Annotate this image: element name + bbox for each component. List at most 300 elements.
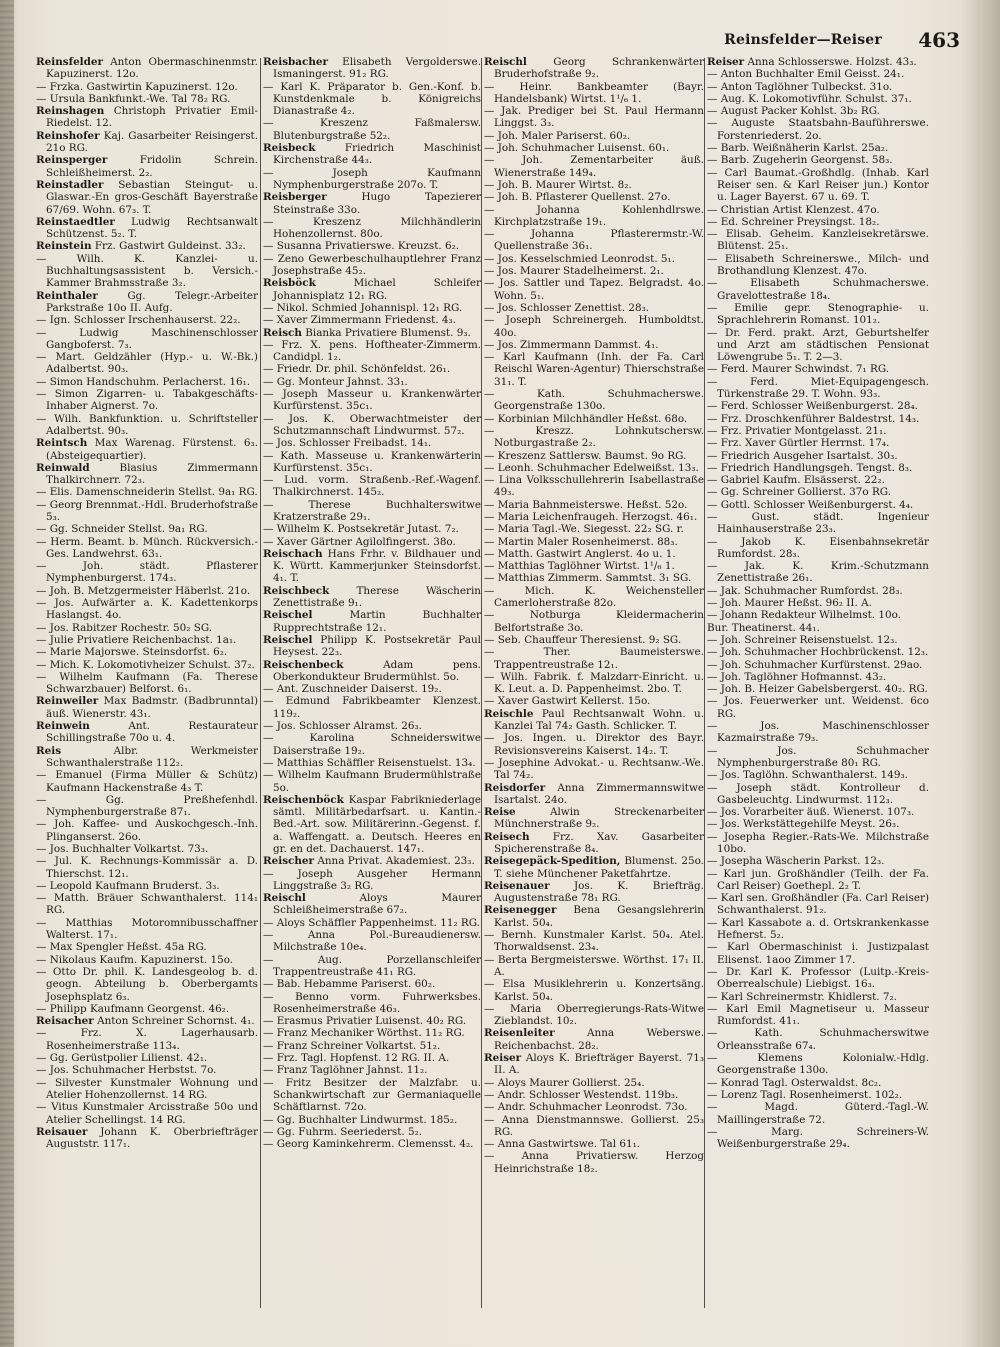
entry-details: — Matth. Bräuer Schwanthalerst. 114₁ RG. — [36, 892, 258, 917]
directory-entry — [484, 536, 704, 548]
directory-entry — [707, 585, 929, 597]
entry-details: — Nikol. Schmied Johannispl. 12₁ RG. — [263, 301, 463, 314]
entry-details: — Bernh. Kunstmaler Karlst. 50₄. Atel. Thorwaldsenst. 23₄. — [484, 929, 704, 954]
directory-entry — [36, 413, 258, 438]
directory-entry — [36, 93, 258, 105]
entry-details: — Julie Privatiere Reichenbachst. 1a₁. — [36, 633, 237, 646]
entry-surname: Reischl — [263, 892, 306, 905]
entry-details: — Jak. Schuhmacher Rumfordst. 28₃. — [707, 584, 903, 597]
directory-entry — [36, 560, 258, 585]
entry-surname: Reisech — [484, 830, 530, 843]
entry-details: Blumenst. 25o. T. siehe Münchener Paketfahrtze. — [494, 855, 704, 880]
entry-details: — Gg. Buchhalter Lindwurmst. 185₂. — [263, 1113, 458, 1126]
directory-entry — [484, 56, 704, 81]
directory-entry — [484, 904, 704, 929]
page-number: 463 — [918, 28, 960, 52]
entry-details: — Ign. Schlosser Irschenhauserst. 22₂. — [36, 314, 241, 327]
directory-entry — [707, 892, 929, 917]
directory-entry — [263, 56, 481, 81]
entry-details: — Frz. X. pens. Hoftheater-Zimmerm. Candidpl. 1₂. — [263, 338, 481, 364]
entry-details: Adam pens. Oberkondukteur Brudermühlst. 5o. — [273, 658, 481, 683]
entry-details: — Joh. städt. Pflasterer Nymphenburgerst. 174₃. — [36, 560, 258, 585]
entry-details: Anna Zimmermannswitwe Isartalst. 24o. — [494, 781, 704, 806]
entry-details: — Simon Zigarren- u. Tabakgeschäfts-Inhaber Aignerst. 7o. — [36, 388, 258, 413]
directory-entry — [484, 425, 704, 450]
entry-details: — Fritz Besitzer der Malzfabr. u. Schankwirtschaft zur Germaniaquelle Schäftlarnst. 72o. — [263, 1076, 481, 1114]
directory-entry — [263, 388, 481, 413]
entry-details: — Frz. Droschkenführer Baldestrst. 14₃. — [707, 412, 920, 425]
entry-details: — Ther. Baumeisterswe. Trappentreustraße 12₁. — [484, 646, 704, 671]
directory-entry — [484, 1077, 704, 1089]
entry-details: — Gust. städt. Ingenieur Hainhauserstraße 23₃. — [707, 510, 929, 536]
entry-details: — Martin Maler Rosenheimerst. 88₃. — [484, 535, 678, 548]
directory-entry — [263, 536, 481, 548]
entry-details: — Joh. Schuhmacher Luisenst. 60₁. — [484, 142, 670, 155]
entry-details: — Max Spengler Heßst. 45a RG. — [36, 941, 207, 954]
entry-details: — Jos. Schlosser Zenettist. 28₃. — [484, 301, 650, 314]
entry-details: — Therese Buchhalterswitwe Kratzerstraße 29₁. — [263, 498, 481, 523]
directory-entry — [263, 1126, 481, 1138]
column-rule — [704, 58, 705, 1308]
directory-entry — [484, 81, 704, 106]
directory-entry — [36, 437, 258, 462]
entry-details: — Karl jun. Großhändler (Teilh. der Fa. Carl Reiser) Goethepl. 2₂ T. — [707, 867, 929, 892]
entry-details: Johann K. Oberbriefträger Auguststr. 117₁. — [46, 1125, 258, 1151]
directory-entry — [707, 81, 929, 93]
entry-details: — Karl Obermaschinist i. Justizpalast Elisenst. 1aoo Zimmer 17. — [707, 941, 929, 966]
entry-details: Frz. Xav. Gasarbeiter Spicherenstraße 8₄. — [494, 830, 704, 855]
entry-surname: Reischach — [263, 547, 323, 560]
entry-details: — Kreszz. Lohnkutschersw. Notburgastraße 2₂. — [484, 424, 704, 450]
entry-details: Georg Schrankenwärter Bruderhofstraße 9₂. — [494, 56, 704, 81]
entry-details: — Otto Dr. phil. K. Landesgeolog b. d. geogn. Abteilung b. Oberbergamts Josephsplatz 6₃. — [36, 965, 258, 1003]
entry-surname: Reinweiler — [36, 695, 99, 708]
entry-details: — Wilhelm Kaufmann (Fa. Therese Schwarzbauer) Belforst. 6₁. — [36, 670, 258, 696]
entry-details: — Friedrich Ausgeher Isartalst. 30₃. — [707, 449, 898, 462]
entry-details: — Xaver Zimmermann Friedenst. 4₃. — [263, 314, 457, 327]
entry-details: — Lina Volksschullehrerin Isabellastraße 49₃. — [484, 474, 704, 499]
directory-entry — [707, 1003, 929, 1028]
directory-entry — [707, 117, 929, 142]
entry-details: — Joseph städt. Kontrolleur d. Gasbeleuchtg. Lindwurmst. 112₃. — [707, 781, 929, 806]
directory-entry — [707, 597, 929, 609]
entry-details: — Joh. B. Metzgermeister Häberlst. 21o. — [36, 584, 251, 597]
entry-surname: Reinshagen — [36, 105, 105, 118]
directory-entry — [707, 646, 929, 658]
directory-entry — [36, 56, 258, 81]
directory-entry — [484, 634, 704, 646]
directory-entry — [36, 351, 258, 376]
entry-details: — Joh. B. Maurer Wirtst. 8₂. — [484, 178, 632, 191]
entry-details: — Maria Tagl.-We. Siegesst. 22₂ SG. r. — [484, 523, 684, 536]
entry-details: — Heinr. Bankbeamter (Bayr. Handelsbank) Wirtst. 1¹/₆ 1. — [484, 80, 704, 105]
entry-details: — Jos. Aufwärter a. K. Kadettenkorps Haslangst. 4o. — [36, 597, 258, 622]
directory-entry — [263, 892, 481, 917]
directory-entry — [484, 265, 704, 277]
directory-entry — [36, 1064, 258, 1076]
entry-details: — Aloys Schäffler Pappenheimst. 11₂ RG. — [263, 916, 480, 929]
directory-entry — [707, 1052, 929, 1077]
entry-details: — Kreszenz Milchhändlerin Hohenzollernst. 80o. — [263, 215, 481, 241]
directory-entry — [36, 1101, 258, 1126]
directory-entry — [707, 1077, 929, 1089]
entry-details: — Aug. K. Lokomotivführ. Schulst. 37₁. — [707, 92, 912, 105]
entry-details: Max Badmstr. (Badbrunntal) äuß. Wienerstr. 43₁. — [46, 695, 258, 720]
page-header — [250, 30, 960, 50]
entry-details: — Jos. Buchhalter Volkartst. 73₃. — [36, 843, 209, 855]
directory-entry — [707, 1089, 929, 1101]
entry-details: — Emanuel (Firma Müller & Schütz) Kaufmann Hackenstraße 4₃ T. — [36, 769, 258, 794]
entry-details: — Jos. Maschinenschlosser Kazmairstraße 79₃. — [707, 720, 929, 745]
entry-details: Anton Obermaschinenmstr. Kapuzinerst. 12o. — [46, 56, 258, 81]
entry-surname: Reisch — [263, 326, 302, 339]
directory-entry — [263, 437, 481, 449]
entry-details: — Jos. Feuerwerker unt. Weidenst. 6co RG. — [707, 695, 929, 720]
entry-details: — Wilh. K. Kanzlei- u. Buchhaltungsassistent b. Versich.-Kammer Brahmsstraße 3₂. — [36, 252, 258, 290]
directory-entry — [484, 253, 704, 265]
directory-entry — [263, 695, 481, 720]
entry-details: Max Warenag. Fürstenst. 6₃. (Absteigequartier). — [46, 437, 258, 462]
entry-details: — Johanna Kohlenhdlrswe. Kirchplatzstraße 19₁. — [484, 203, 704, 228]
directory-entry — [707, 806, 929, 818]
directory-entry — [707, 413, 929, 425]
entry-details: Fridolin Schrein. Schleißheimerst. 2₂. — [46, 154, 258, 179]
entry-details: Paul Rechtsanwalt Wohn. u. Kanzlei Tal 74₂ Gasth. Schlicker. T. — [494, 707, 704, 733]
entry-details: — Philipp Kaufmann Georgenst. 46₂. — [36, 1002, 230, 1015]
entry-details: — Berta Bergmeisterswe. Wörthst. 17₁ II. A. — [484, 953, 704, 978]
directory-entry — [263, 314, 481, 326]
entry-details: Friedrich Maschinist Kirchenstraße 44₃. — [273, 142, 481, 167]
entry-surname: Reintsch — [36, 437, 88, 450]
entry-details: — Jul. K. Rechnungs-Kommissär a. D. Thierschst. 12₁. — [36, 855, 258, 880]
directory-entry — [36, 536, 258, 561]
entry-surname: Reinthaler — [36, 289, 98, 302]
directory-entry — [36, 892, 258, 917]
directory-entry — [36, 314, 258, 326]
entry-details: — Gg. Preßhefenhdl. Nymphenburgerstraße 87₁. — [36, 793, 258, 819]
directory-entry — [484, 671, 704, 696]
entry-details: — Maria Bahnmeisterswe. Heßst. 52o. — [484, 498, 688, 511]
directory-entry — [707, 204, 929, 216]
entry-details: Bur. Theatinerst. 44₁. — [707, 621, 820, 634]
entry-details: — Karl sen. Großhändler (Fa. Carl Reiser) Schwanthalerst. 91₂. — [707, 892, 929, 917]
directory-entry — [484, 474, 704, 499]
entry-details: — Georg Brennmat.-Hdl. Bruderhofstraße 5₃. — [36, 498, 258, 523]
directory-entry — [484, 572, 704, 584]
directory-entry — [36, 818, 258, 843]
directory-entry — [36, 1003, 258, 1015]
entry-surname: Reischbeck — [263, 584, 330, 597]
directory-entry — [263, 376, 481, 388]
directory-entry — [707, 154, 929, 166]
entry-surname: Reisenleiter — [484, 1027, 555, 1040]
entry-details: — Karl K. Präparator b. Gen.-Konf. b. Kunstdenkmale b. Königreichs Dianastraße 4₂. — [263, 80, 481, 118]
directory-entry — [707, 228, 929, 253]
entry-details: — Herm. Beamt. b. Münch. Rückversich.-Ges. Landwehrst. 63₁. — [36, 535, 258, 560]
entry-details: — Anna Gastwirtswe. Tal 61₁. — [484, 1138, 641, 1151]
directory-entry — [484, 1089, 704, 1101]
entry-details: — Matthias Motoromnibusschaffner Walterst. 17₁. — [36, 916, 258, 942]
directory-entry — [707, 68, 929, 80]
directory-entry — [484, 855, 704, 880]
directory-entry — [484, 1138, 704, 1150]
directory-entry — [36, 646, 258, 658]
entry-details: — Aloys Maurer Gollierst. 25₄. — [484, 1076, 645, 1089]
directory-entry — [263, 659, 481, 684]
directory-entry — [36, 769, 258, 794]
directory-entry — [36, 1027, 258, 1052]
directory-entry — [484, 646, 704, 671]
entry-details: Aloys K. Briefträger Bayerst. 71₃ II. A. — [494, 1052, 704, 1077]
entry-details: — Gg. Fuhrm. Seeriederst. 5₂. — [263, 1125, 423, 1138]
directory-column-2 — [263, 56, 481, 1306]
directory-entry — [36, 880, 258, 892]
entry-details: — Kreszenz Faßmalersw. Blutenburgstraße 52₂. — [263, 117, 481, 142]
entry-details: — Gg. Gerüstpolier Lilienst. 42₁. — [36, 1052, 208, 1065]
directory-entry — [484, 462, 704, 474]
directory-entry — [36, 843, 258, 855]
directory-entry — [484, 105, 704, 130]
entry-details: — Jos. Schuhmacher Nymphenburgerstraße 80₁ RG. — [707, 744, 929, 769]
entry-details: — Franz Taglöhner Jahnst. 11₂. — [263, 1064, 428, 1077]
entry-details: — Edmund Fabrikbeamter Klenzest. 119₂. — [263, 695, 481, 720]
entry-details: Aloys Maurer Schleißheimerstraße 67₂. — [273, 892, 481, 917]
entry-details: — Elis. Damenschneiderin Stellst. 9a₁ RG. — [36, 486, 258, 499]
directory-entry — [36, 499, 258, 524]
directory-entry — [263, 142, 481, 167]
entry-details: — Georg Kaminkehrerm. Clemensst. 4₂. — [263, 1138, 474, 1151]
entry-details: — Friedrich Handlungsgeh. Tengst. 8₃. — [707, 461, 913, 474]
entry-details: — Lorenz Tagl. Rosenheimerst. 102₂. — [707, 1088, 903, 1101]
entry-details: — Matth. Gastwirt Anglerst. 4o u. 1. — [484, 547, 676, 560]
directory-entry — [263, 191, 481, 216]
directory-entry — [36, 253, 258, 290]
entry-details: Hans Frhr. v. Bildhauer und K. Württ. Kammerjunker Steinsdorfst. 4₁. T. — [273, 547, 481, 585]
directory-entry — [707, 831, 929, 856]
entry-details: — Jak. K. Krim.-Schutzmann Zenettistraße 26₁. — [707, 560, 929, 585]
directory-entry — [484, 388, 704, 413]
entry-details: Sebastian Steingut- u. Glaswar.-En gros-Geschäft Bayerstraße 67/69. Wohn. 67₃. T. — [46, 178, 258, 216]
directory-entry — [263, 474, 481, 499]
directory-entry — [484, 450, 704, 462]
directory-entry — [263, 499, 481, 524]
entry-details: — Barb. Zugeherin Georgenst. 58₃. — [707, 154, 893, 167]
entry-details: — Karl Schreinermstr. Khidlerst. 7₂. — [707, 990, 897, 1003]
entry-details: — Zeno Gewerbeschulhauptlehrer Franz Josephstraße 45₂. — [263, 252, 481, 278]
directory-entry — [484, 585, 704, 610]
entry-surname: Reinstadler — [36, 178, 104, 191]
directory-entry — [36, 585, 258, 597]
directory-entry — [707, 327, 929, 364]
entry-details: Anna Privat. Akademiest. 23₃. — [317, 855, 475, 868]
directory-entry — [484, 314, 704, 339]
entry-details: — Friedr. Dr. phil. Schönfeldst. 26₁. — [263, 363, 451, 376]
entry-surname: Reinsfelder — [36, 56, 103, 68]
entry-details: — Elisabeth Schreinerswe., Milch- und Brothandlung Klenzest. 47o. — [707, 252, 929, 278]
directory-entry — [484, 277, 704, 302]
entry-details: — Anna Privatiersw. Herzog Heinrichstraße 18₂. — [484, 1150, 704, 1175]
directory-entry — [484, 339, 704, 351]
directory-entry — [484, 154, 704, 179]
entry-details: — Wilh. Bankfunktion. u. Schriftsteller Adalbertst. 90₃. — [36, 412, 258, 437]
entry-surname: Reiser — [484, 1052, 522, 1065]
entry-details: — Jos. Zimmermann Dammst. 4₁. — [484, 338, 659, 351]
directory-entry — [707, 818, 929, 830]
entry-details: — Joseph Ausgeher Hermann Linggstraße 3₂ RG. — [263, 867, 481, 892]
entry-details: — Joh. Schuhmacher Kurfürstenst. 29ao. — [707, 658, 923, 671]
directory-entry — [36, 1126, 258, 1151]
entry-surname: Reisenegger — [484, 904, 557, 917]
directory-entry — [36, 130, 258, 155]
directory-entry — [263, 1114, 481, 1126]
directory-entry — [263, 720, 481, 732]
entry-details: — Lud. vorm. Straßenb.-Ref.-Wagenf. Thalkirchnerst. 145₂. — [263, 474, 481, 499]
directory-entry — [484, 351, 704, 388]
entry-details: — Vitus Kunstmaler Arcisstraße 50o und Atelier Schellingst. 14 RG. — [36, 1101, 258, 1126]
directory-entry — [707, 93, 929, 105]
directory-entry — [263, 769, 481, 794]
directory-entry — [263, 855, 481, 867]
directory-entry — [263, 634, 481, 659]
entry-details: — Joh. Zementarbeiter äuß. Wienerstraße 149₄. — [484, 154, 704, 179]
directory-entry — [484, 523, 704, 535]
entry-details: — Simon Handschuhm. Perlacherst. 16₁. — [36, 375, 251, 388]
entry-details: — Susanna Privatierswe. Kreuzst. 6₂. — [263, 240, 460, 253]
directory-entry — [484, 978, 704, 1003]
entry-details: — Kreszenz Sattlersw. Baumst. 9o RG. — [484, 449, 687, 462]
directory-entry — [263, 868, 481, 893]
entry-surname: Reisbacher — [263, 56, 329, 68]
directory-entry — [263, 1027, 481, 1039]
directory-entry — [484, 1101, 704, 1113]
entry-details: — Kath. Masseuse u. Krankenwärterin Kurfürstenst. 35c₁. — [263, 449, 481, 474]
entry-surname: Reinstaedtler — [36, 215, 115, 228]
entry-surname: Reiser — [707, 56, 745, 68]
directory-entry — [484, 954, 704, 979]
entry-details: Ludwig Rechtsanwalt Schützenst. 5₂. T. — [46, 215, 258, 241]
directory-entry — [484, 1052, 704, 1077]
entry-details: — Frz. Tagl. Hopfenst. 12 RG. II. A. — [263, 1052, 450, 1065]
directory-entry — [36, 240, 258, 252]
entry-surname: Reischle — [484, 707, 534, 720]
directory-entry — [484, 929, 704, 954]
directory-entry — [36, 794, 258, 819]
directory-entry — [263, 1138, 481, 1150]
directory-entry — [707, 486, 929, 498]
entry-details: Philipp K. Postsekretär Paul Heysest. 22₃. — [273, 633, 481, 659]
entry-details: — Josepha Regier.-Rats-We. Milchstraße 10bo. — [707, 830, 929, 855]
entry-surname: Reisauer — [36, 1125, 88, 1138]
directory-entry — [484, 1114, 704, 1139]
entry-surname: Reischel — [263, 633, 313, 646]
entry-details: — Maria Oberregierungs-Rats-Witwe Zieblandst. 10₂. — [484, 1002, 704, 1028]
directory-entry — [484, 831, 704, 856]
directory-entry — [707, 450, 929, 462]
directory-entry — [263, 954, 481, 979]
entry-surname: Reisberger — [263, 191, 327, 204]
directory-entry — [36, 855, 258, 880]
entry-details: — Matthias Taglöhner Wirtst. 1¹/₆ 1. — [484, 560, 675, 573]
directory-entry — [707, 745, 929, 770]
directory-entry — [36, 81, 258, 93]
directory-entry — [484, 302, 704, 314]
entry-details: — Matthias Zimmerm. Sammtst. 3₁ SG. — [484, 572, 692, 585]
directory-entry — [707, 683, 929, 695]
entry-details: — Erasmus Privatier Luisenst. 40₂ RG. — [263, 1015, 467, 1028]
entry-surname: Reisegepäck-Spedition, — [484, 855, 621, 868]
entry-details: — Joh. B. Heizer Gabelsbergerst. 40₂. RG. — [707, 683, 928, 696]
entry-details: — Joh. Maler Pariserst. 60₂. — [484, 129, 631, 142]
entry-details: — Frz. Xaver Gürtler Herrnst. 17₄. — [707, 437, 890, 450]
entry-details: — Ant. Zuschneider Daiserst. 19₂. — [263, 683, 442, 696]
entry-details: — Gabriel Kaufm. Elsässerst. 22₂. — [707, 474, 885, 487]
directory-entry — [707, 671, 929, 683]
entry-details: — Jos. Schlosser Alramst. 26₃. — [263, 720, 422, 733]
directory-entry — [263, 450, 481, 475]
entry-details: — August Packer Kohlst. 3b₂ RG. — [707, 105, 880, 118]
directory-entry — [263, 117, 481, 142]
entry-details: — Leonh. Schuhmacher Edelweißst. 13₃. — [484, 461, 699, 474]
entry-surname: Reise — [484, 806, 516, 819]
directory-entry — [36, 462, 258, 487]
entry-details: — Korbinian Milchhändler Heßst. 68o. — [484, 412, 688, 425]
directory-entry — [707, 855, 929, 867]
directory-entry — [484, 609, 704, 634]
entry-surname: Reischl — [484, 56, 527, 68]
entry-details: — Matthias Schäffler Reisenstuelst. 13₄. — [263, 756, 476, 769]
entry-details: — Jos. Vorarbeiter äuß. Wienerst. 107₃. — [707, 806, 915, 819]
directory-entry — [263, 609, 481, 634]
directory-entry — [707, 277, 929, 302]
directory-entry — [484, 499, 704, 511]
directory-entry — [36, 966, 258, 1003]
directory-entry — [263, 732, 481, 757]
directory-entry — [707, 56, 929, 68]
entry-details: — Jos. Sattler und Tapez. Belgradst. 4o. Wohn. 5₁. — [484, 277, 704, 302]
directory-entry — [484, 413, 704, 425]
entry-details: — Nikolaus Kaufm. Kapuzinerst. 15o. — [36, 953, 234, 966]
directory-entry — [707, 1126, 929, 1151]
directory-entry — [36, 376, 258, 388]
entry-surname: Reisenauer — [484, 879, 550, 892]
directory-entry — [263, 929, 481, 954]
entry-details: — Marg. Schreiners-W. Weißenburgerstraße 29₄. — [707, 1125, 929, 1151]
entry-details: — Karl Emil Magnetiseur u. Masseur Rumfordst. 41₁. — [707, 1002, 929, 1028]
entry-details: Anna Schlosserswe. Holzst. 43₃. — [747, 56, 917, 68]
directory-entry — [484, 130, 704, 142]
directory-entry — [707, 560, 929, 585]
entry-details: — Seb. Chauffeur Theresienst. 9₂ SG. — [484, 633, 682, 646]
entry-details: — Anton Taglöhner Tulbeckst. 31o. — [707, 80, 893, 93]
entry-details: Bianka Privatiere Blumenst. 9₃. — [305, 326, 471, 339]
directory-entry — [484, 179, 704, 191]
directory-entry — [707, 437, 929, 449]
entry-details: — Bab. Hebamme Pariserst. 60₂. — [263, 978, 436, 991]
directory-entry — [707, 695, 929, 720]
directory-entry — [484, 204, 704, 229]
column-rule — [260, 58, 261, 1308]
directory-entry — [707, 499, 929, 511]
directory-column-1 — [36, 56, 258, 1306]
directory-entry — [707, 1101, 929, 1126]
directory-entry — [484, 548, 704, 560]
directory-entry — [36, 388, 258, 413]
directory-entry — [263, 216, 481, 241]
entry-details: — Jos. Werkstättegehilfe Meyst. 26₃. — [707, 818, 900, 831]
directory-entry — [263, 683, 481, 695]
entry-details: — Elisab. Geheim. Kanzleisekretärswe. Blütenst. 25₁. — [707, 228, 929, 253]
entry-surname: Reisdorfer — [484, 781, 546, 794]
